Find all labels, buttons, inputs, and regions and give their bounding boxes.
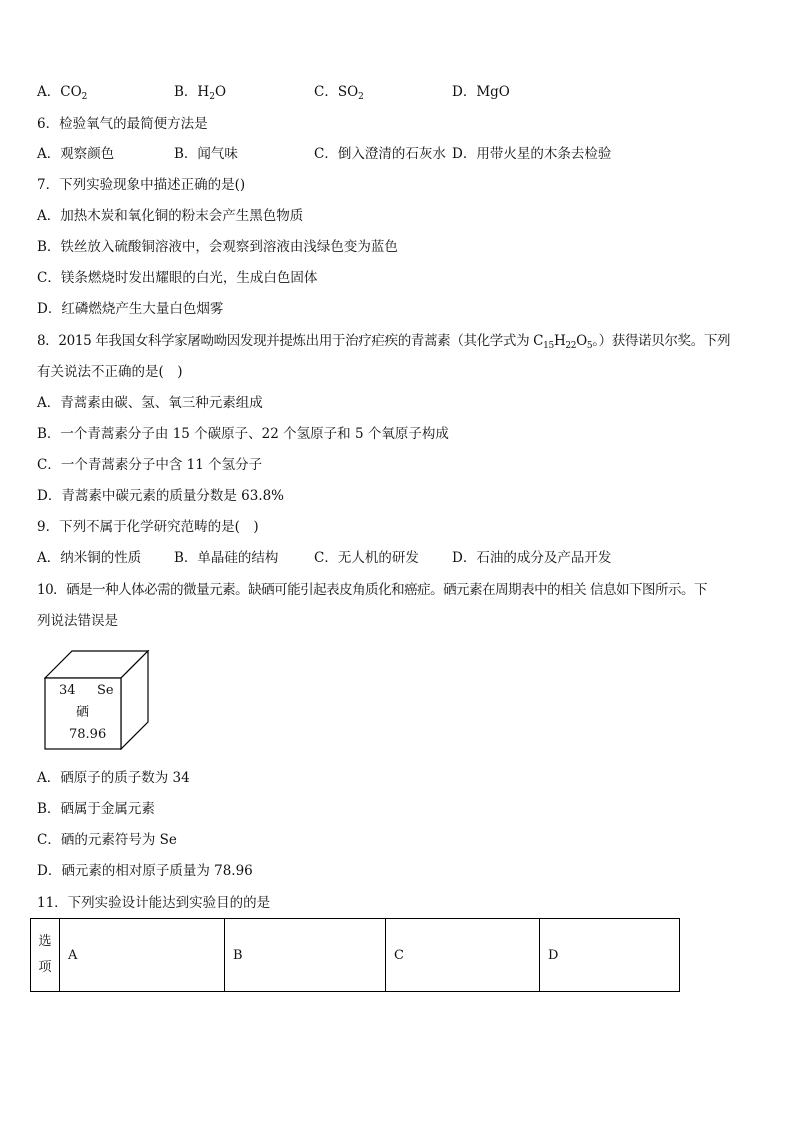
header-char-1: 选 [38, 934, 52, 949]
q10-stem-continued: 列说法错误是 [37, 613, 118, 629]
element-name: 硒 [76, 705, 90, 720]
q11-options-table [30, 918, 680, 992]
q5-option-b: B．$H_2O$ [174, 84, 227, 102]
table-header-cell [31, 919, 60, 992]
q8-option-a: A．青蒿素由碳、氢、氧三种元素组成 [37, 395, 263, 411]
table-row [31, 919, 680, 992]
atomic-mass: 78.96 [69, 727, 107, 742]
q6-option-d: D．用带火星的木条去检验 [452, 146, 612, 162]
table-cell-d: D [540, 919, 680, 992]
q8-option-c: C．一个青蒿素分子中含 11 个氢分子 [37, 457, 263, 473]
q7-option-d: D．红磷燃烧产生大量白色烟雾 [37, 301, 224, 317]
selenium-element-cell [44, 650, 150, 750]
table-cell-a: A [60, 919, 225, 992]
q7-stem: 7．下列实验现象中描述正确的是() [37, 177, 246, 193]
q6-option-b: B．闻气味 [174, 146, 238, 162]
q10-option-c: C．硒的元素符号为 Se [37, 832, 177, 848]
header-char-2: 项 [38, 960, 52, 975]
q8-stem: 8．2015 年我国女科学家屠呦呦因发现并提炼出用于治疗疟疾的青蒿素（其化学式为 $C_{15}H_{22}O_5$。）获得诺贝尔奖。下列 [37, 333, 731, 351]
q9-option-c: C．无人机的研发 [314, 550, 419, 566]
element-symbol: Se [97, 683, 114, 698]
table-cell-b: B [225, 919, 386, 992]
q5-option-a: A．$CO_2$ [37, 84, 88, 102]
q10-option-d: D．硒元素的相对原子质量为 78.96 [37, 863, 253, 879]
table-cell-c: C [386, 919, 540, 992]
q10-option-a: A．硒原子的质子数为 34 [37, 770, 190, 786]
q9-stem: 9．下列不属于化学研究范畴的是( ) [37, 519, 259, 535]
q11-stem: 11．下列实验设计能达到实验目的的是 [37, 895, 271, 911]
q8-option-b: B．一个青蒿素分子由 15 个碳原子、22 个氢原子和 5 个氧原子构成 [37, 426, 449, 442]
q9-option-a: A．纳米铜的性质 [37, 550, 142, 566]
q8-option-d: D．青蒿素中碳元素的质量分数是 63.8% [37, 488, 285, 504]
q6-option-c: C．倒入澄清的石灰水 [314, 146, 446, 162]
q6-stem: 6．检验氧气的最简便方法是 [37, 116, 208, 132]
q10-stem: 10．硒是一种人体必需的微量元素。缺硒可能引起表皮角质化和癌症。硒元素在周期表中的相关 信息如下图所示。下 [37, 582, 707, 598]
q7-option-c: C．镁条燃烧时发出耀眼的白光，生成白色固体 [37, 270, 318, 286]
q9-option-d: D．石油的成分及产品开发 [452, 550, 612, 566]
q8-stem-continued: 有关说法不正确的是( ) [37, 364, 183, 380]
q5-option-c: C．$SO_2$ [314, 84, 364, 102]
q6-option-a: A．观察颜色 [37, 146, 115, 162]
q9-option-b: B．单晶硅的结构 [174, 550, 279, 566]
q10-option-b: B．硒属于金属元素 [37, 801, 155, 817]
q5-option-d: D．MgO [452, 84, 510, 100]
q7-option-b: B．铁丝放入硫酸铜溶液中，会观察到溶液由浅绿色变为蓝色 [37, 239, 398, 255]
q7-option-a: A．加热木炭和氧化铜的粉末会产生黑色物质 [37, 208, 304, 224]
atomic-number: 34 [59, 683, 76, 698]
